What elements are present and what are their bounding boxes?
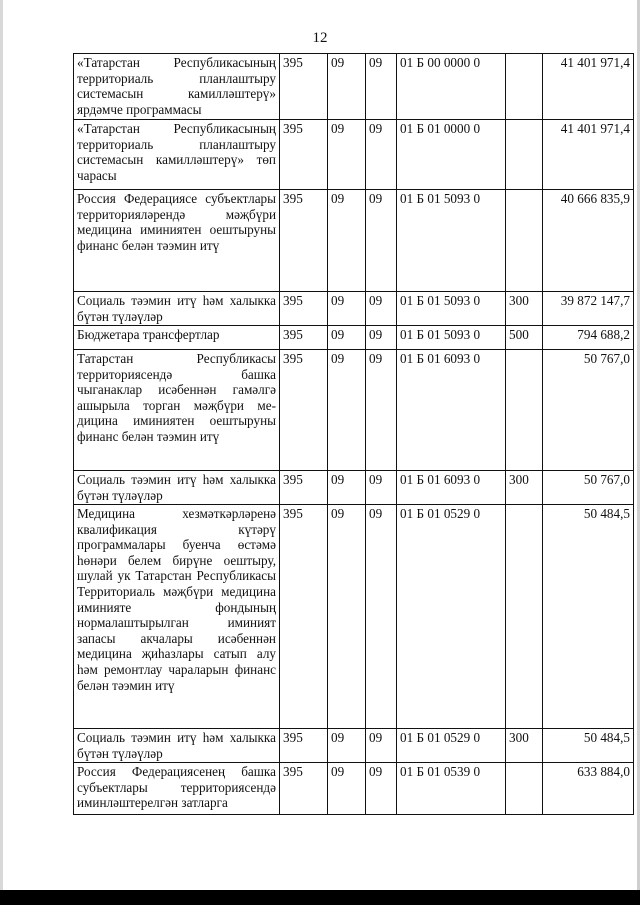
subsection-code: 09 [366, 763, 397, 815]
amount-value: 794 688,2 [543, 326, 634, 350]
row-description: Россия Федерациясе субъектлары территорияләрендә мәҗбүри медицина иминиятен оештыруны финанс белән тәэмин итү [74, 190, 280, 292]
expense-type-code: 300 [506, 292, 543, 326]
expense-type-code: 300 [506, 729, 543, 763]
section-code: 09 [328, 190, 366, 292]
amount-value: 40 666 835,9 [543, 190, 634, 292]
subsection-code: 09 [366, 729, 397, 763]
target-article-code: 01 Б 00 0000 0 [397, 54, 506, 120]
subsection-code: 09 [366, 120, 397, 190]
ministry-code: 395 [280, 54, 328, 120]
row-description: Татарстан Республикасы территориясендә башка чыганаклар исәбеннән гамәлгә ашырыла торган мәҗбүри ме-дицина иминиятен оештыруны финанс белән тәэмин итү [74, 350, 280, 471]
ministry-code: 395 [280, 190, 328, 292]
subsection-code: 09 [366, 505, 397, 729]
row-description: Бюджетара трансфертлар [74, 326, 280, 350]
table-row [74, 763, 634, 815]
expense-type-code [506, 763, 543, 815]
section-code: 09 [328, 292, 366, 326]
subsection-code: 09 [366, 350, 397, 471]
row-description: Социаль тәэмин итү һәм халыкка бүтән түләүләр [74, 729, 280, 763]
table-row [74, 190, 634, 292]
table-row [74, 350, 634, 471]
expense-type-code [506, 505, 543, 729]
target-article-code: 01 Б 01 0529 0 [397, 505, 506, 729]
row-description: «Татарстан Республикасының территориаль планлаштыру системасын камилләштерү» ярдәмче программасы [74, 54, 280, 120]
row-description: «Татарстан Республикасының территориаль планлаштыру системасын камилләштерү» төп чарасы [74, 120, 280, 190]
table-row [74, 729, 634, 763]
section-code: 09 [328, 471, 366, 505]
expense-type-code: 500 [506, 326, 543, 350]
target-article-code: 01 Б 01 6093 0 [397, 350, 506, 471]
amount-value: 50 767,0 [543, 350, 634, 471]
budget-table [73, 53, 634, 815]
page-number: 12 [312, 30, 328, 46]
section-code: 09 [328, 54, 366, 120]
subsection-code: 09 [366, 54, 397, 120]
scan-left-edge [0, 0, 3, 905]
subsection-code: 09 [366, 190, 397, 292]
table-row [74, 120, 634, 190]
target-article-code: 01 Б 01 5093 0 [397, 326, 506, 350]
target-article-code: 01 Б 01 0529 0 [397, 729, 506, 763]
table-row [74, 471, 634, 505]
target-article-code: 01 Б 01 0000 0 [397, 120, 506, 190]
subsection-code: 09 [366, 471, 397, 505]
section-code: 09 [328, 326, 366, 350]
ministry-code: 395 [280, 292, 328, 326]
section-code: 09 [328, 763, 366, 815]
table-row [74, 54, 634, 120]
amount-value: 41 401 971,4 [543, 54, 634, 120]
amount-value: 39 872 147,7 [543, 292, 634, 326]
amount-value: 50 484,5 [543, 729, 634, 763]
row-description: Медицина хезмәткәрләренә квалификация күтәрү программалары буенча өстәмә һөнәри белем бирүне оештыру, шулай ук Татарстан Республикасы Территориаль мәҗбүри медицина иминияте фондының нормалаштырылган иминият запасы акчалары исәбеннән медицина җиһазлары сатып алу һәм ремонтлау чараларын финанс белән тәэмин итү [74, 505, 280, 729]
section-code: 09 [328, 350, 366, 471]
amount-value: 50 767,0 [543, 471, 634, 505]
expense-type-code [506, 120, 543, 190]
budget-table-body [74, 54, 634, 815]
amount-value: 633 884,0 [543, 763, 634, 815]
target-article-code: 01 Б 01 0539 0 [397, 763, 506, 815]
ministry-code: 395 [280, 505, 328, 729]
ministry-code: 395 [280, 763, 328, 815]
table-row [74, 505, 634, 729]
expense-type-code: 300 [506, 471, 543, 505]
target-article-code: 01 Б 01 5093 0 [397, 292, 506, 326]
table-row [74, 292, 634, 326]
subsection-code: 09 [366, 292, 397, 326]
section-code: 09 [328, 729, 366, 763]
row-description: Социаль тәэмин итү һәм халыкка бүтән түләүләр [74, 292, 280, 326]
section-code: 09 [328, 120, 366, 190]
ministry-code: 395 [280, 326, 328, 350]
target-article-code: 01 Б 01 6093 0 [397, 471, 506, 505]
table-row [74, 326, 634, 350]
amount-value: 50 484,5 [543, 505, 634, 729]
row-description: Россия Федерациясенең башка субъектлары территориясендә иминләштерелгән затларга [74, 763, 280, 815]
expense-type-code [506, 350, 543, 471]
amount-value: 41 401 971,4 [543, 120, 634, 190]
scan-bottom-border [0, 890, 640, 905]
ministry-code: 395 [280, 350, 328, 471]
expense-type-code [506, 190, 543, 292]
target-article-code: 01 Б 01 5093 0 [397, 190, 506, 292]
subsection-code: 09 [366, 326, 397, 350]
ministry-code: 395 [280, 729, 328, 763]
row-description: Социаль тәэмин итү һәм халыкка бүтән түләүләр [74, 471, 280, 505]
expense-type-code [506, 54, 543, 120]
ministry-code: 395 [280, 471, 328, 505]
section-code: 09 [328, 505, 366, 729]
ministry-code: 395 [280, 120, 328, 190]
